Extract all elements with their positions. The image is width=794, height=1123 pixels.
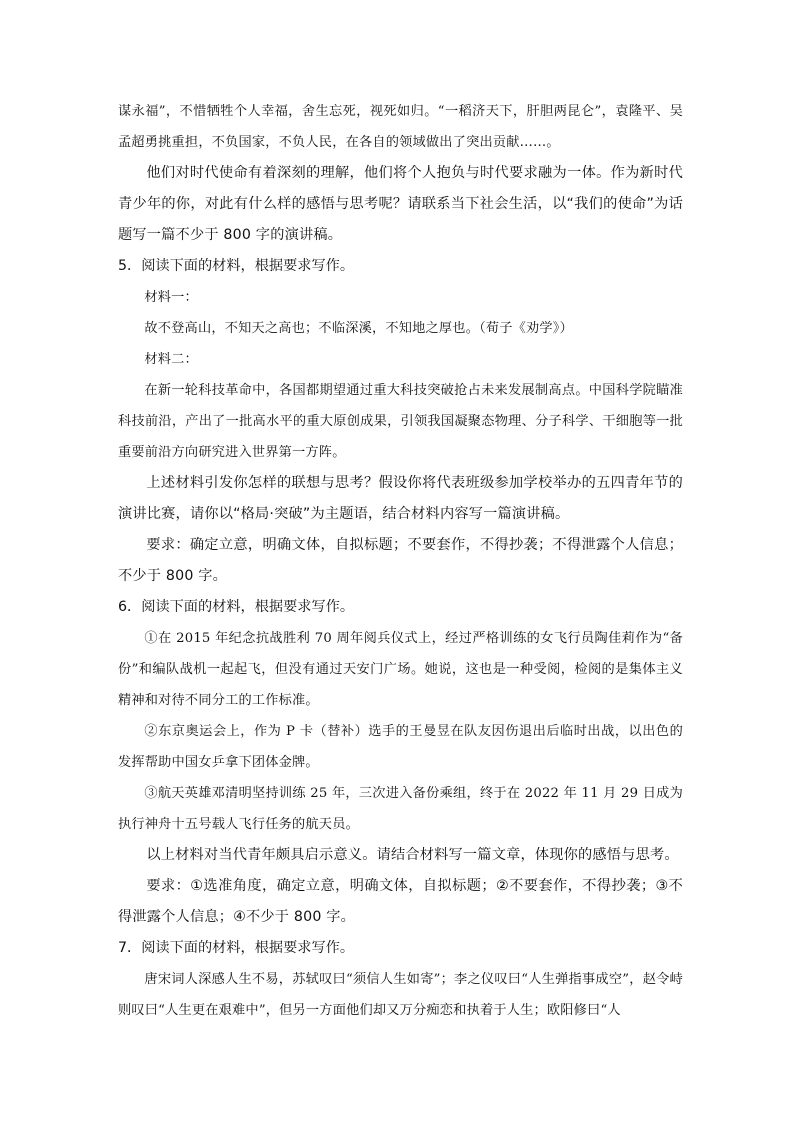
q5-heading: 5．阅读下面的材料，根据要求写作。 <box>118 258 355 274</box>
q6-task-paragraph: 以上材料对当代青年颇具启示意义。请结合材料写一篇文章，体现你的感悟与思考。 <box>146 847 679 863</box>
q5-material1-label: 材料一： <box>144 290 198 305</box>
q5-requirements: 要求：确定立意，明确文体，自拟标题；不要套作，不得抄袭；不得泄露个人信息；不少于 800 字。 <box>118 537 683 584</box>
q5-material1-text: 故不登高山，不知天之高也；不临深溪，不知地之厚也。（荀子《劝学》） <box>144 321 573 336</box>
document-page <box>118 96 683 1026</box>
q4-task-paragraph: 他们对时代使命有着深刻的理解，他们将个人抱负与时代要求融为一体。作为新时代青少年的你，对此有什么样的感悟与思考呢？请联系当下社会生活，以“我们的使命”为话题写一篇不少于 800 字的演讲稿。 <box>118 165 683 243</box>
q5-material2-text: 在新一轮科技革命中，各国都期望通过重大科技突破抢占未来发展制高点。中国科学院瞄准科技前沿，产出了一批高水平的重大原创成果，引领我国凝聚态物理、分子科学、干细胞等一批重要前沿方向研究进入世界第一方阵。 <box>118 383 683 460</box>
q6-item-3: ③航天英雄邓清明坚持训练 25 年，三次进入备份乘组，终于在 2022 年 11 月 29 日成为执行神舟十五号载人飞行任务的航天员。 <box>118 786 683 832</box>
q6-heading: 6．阅读下面的材料，根据要求写作。 <box>118 599 355 615</box>
q6-item-2: ②东京奥运会上，作为 P 卡（替补）选手的王曼昱在队友因伤退出后临时出战，以出色的发挥帮助中国女乒拿下团体金牌。 <box>118 724 683 770</box>
q5-material2-label: 材料二： <box>144 352 198 367</box>
q7-material-text: 唐宋词人深感人生不易，苏轼叹曰“须信人生如寄”；李之仪叹曰“人生弹指事成空”，赵令峙则叹曰“人生更在艰难中”，但另一方面他们却又万分痴恋和执着于人生；欧阳修曰“人 <box>118 972 683 1018</box>
q5-task-paragraph: 上述材料引发你怎样的联想与思考？假设你将代表班级参加学校举办的五四青年节的演讲比赛，请你以“格局·突破”为主题语，结合材料内容写一篇演讲稿。 <box>118 475 683 522</box>
q7-heading: 7．阅读下面的材料，根据要求写作。 <box>118 940 355 956</box>
q6-requirements: 要求：①选准角度，确定立意，明确文体，自拟标题；②不要套作，不得抄袭；③不得泄露个人信息；④不少于 800 字。 <box>118 878 683 925</box>
q6-item-1: ①在 2015 年纪念抗战胜利 70 周年阅兵仪式上，经过严格训练的女飞行员陶佳莉作为“备份”和编队战机一起起飞，但没有通过天安门广场。她说，这也是一种受阅，检阅的是集体主义精神和对待不同分工的工作标准。 <box>118 631 683 708</box>
q4-material-paragraph: 谋永福”，不惜牺牲个人幸福，舍生忘死，视死如归。“一稻济天下，肝胆两昆仑”，袁隆平、吴孟超勇挑重担，不负国家，不负人民，在各自的领域做出了突出贡献……。 <box>118 104 683 150</box>
